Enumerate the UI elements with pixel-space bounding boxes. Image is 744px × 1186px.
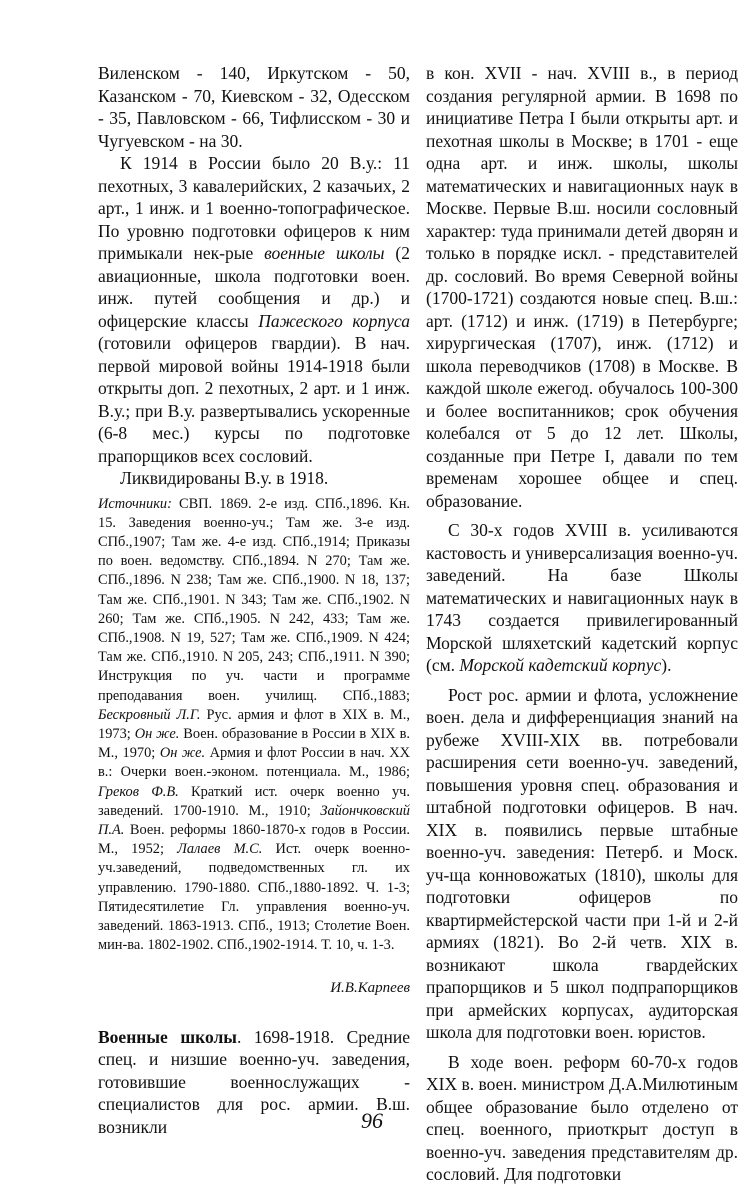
right-column <box>426 62 738 1186</box>
page-number: 96 <box>361 1108 383 1133</box>
paragraph-1914: К 1914 в России было 20 В.у.: 11 пехотных, 3 кавалерийских, 2 казачьих, 2 арт., 1 инж. и 1 военно-топографическое. По уровню подготовки офицеров к ним примыкали нек-рые военные школы (2 авиационные, школа подготовки воен. инж. путей сообщения и др.) и офицерские классы Пажеского корпуса (готовили офицеров гвардии). В нач. первой мировой войны 1914-1918 были открыты доп. 2 пехотных, 2 арт. и 1 инж. В.у.; при В.у. развертывались ускоренные (6-8 мес.) курсы по подготовке прапорщиков всех сословий. <box>98 153 411 466</box>
cross-ref-military-schools: военные школы <box>264 243 385 263</box>
paragraph-liquidation: Ликвидированы В.у. в 1918. <box>120 468 329 488</box>
left-column <box>98 62 410 1138</box>
cross-ref-page-corps: Пажеского корпуса <box>258 310 410 331</box>
sources-list: Источники: СВП. 1869. 2-е изд. СПб.,1896. Кн. 15. Заведения военно-уч.; Там же. 3-е изд. СПб.,1907; Там же. 4-е изд. СПб.,1914; Приказы по воен. ведомству. СПб.,1894. N 270; Там же. СПб.,1896. N 238; Там же. СПб.,1900. N 18, 137; Там же. СПб.,1901. N 343; Там же. СПб.,1902. N 260; Там же. СПб.,1905. N 242, 433; Там же. СПб.,1908. N 19, 527; Там же. СПб.,1909. N 424; Там же. СПб.,1910. N 205, 243; СПб.,1911. N 390; Инструкция по уч. части и программе преподавания воен. училищ. СПб.,1883; Бескровный Л.Г. Рус. армия и флот в XIX в. М., 1973; Он же. Воен. образование в России в XIX в. М., 1970; Он же. Армия и флот России в нач. XX в.: Очерки воен.-эконом. потенциала. М., 1986; Греков Ф.В. Краткий ист. очерк военно уч. заведений. 1700-1910. М., 1910; Зайончковский П.А. Воен. реформы 1860-1870-х годов в России. М., 1952; Лалаев М.С. Ист. очерк военно-уч.заведений, подведомственных гл. их управлению. 1790-1880. СПб.,1880-1892. Ч. 1-3; Пятидесятилетие Гл. управления военно-уч. заведений. 1863-1913. СПб., 1913; Столетие Воен. мин-ва. 1802-1902. СПб.,1902-1914. Т. 10, ч. 1-3. <box>98 495 411 954</box>
paragraph-reforms: В ходе воен. реформ 60-70-х годов XIX в. воен. министром Д.А.Милютиным общее образование было отделено от спец. военного, приоткрыт доступ в военно-уч. заведения представителям др. сословий. Для подготовки <box>426 1051 738 1184</box>
author-signature: И.В.Карпеев <box>330 980 410 997</box>
entry-title: Военные школы <box>98 1026 237 1047</box>
cross-ref-naval-cadet-corps: Морской кадетский корпус <box>459 655 662 675</box>
paragraph-continuation: Виленском - 140, Иркутском - 50, Казанском - 70, Киевском - 32, Одесском - 35, Павловском - 66, Тифлисском - 30 и Чугуевском - на 30. <box>98 63 410 151</box>
paragraph-18th-century: С 30-х годов XVIII в. усиливаются кастовость и универсализация военно-уч. заведений. На базе Школы математических и навигационных наук в 1743 создается привилегированный Морской шляхетский кадетский корпус (см. Морской кадетский корпус). <box>426 520 738 675</box>
paragraph-history: в кон. XVII - нач. XVIII в., в период создания регулярной армии. В 1698 по инициативе Петра I были открыты арт. и пехотная школы в Москве; в 1701 - еще одна арт. и инж. школы, школы математических и навигационных наук в Москве. Первые В.ш. носили сословный характер: туда принимали детей дворян и только в порядке искл. - представителей др. сословий. Во время Северной войны (1700-1721) создаются новые спец. В.ш.: арт. (1712) и инж. (1719) в Петербурге; хирургическая (1707), инж. (1712) и школа переводчиков (1708) в Москве. В каждой школе ежегод. обучалось 100-300 и более воспитанников; срок обучения колебался от 5 до 12 лет. Школы, созданные при Петре I, давали по тем временам хорошее общее и спец. образование. <box>426 63 738 511</box>
sources-label: Источники: <box>98 495 172 512</box>
entry-military-schools: Военные школы. 1698-1918. Средние спец. и низшие военно-уч. заведения, готовившие военнослужащих - специалистов для рос. армии. В.ш. возникли <box>98 1026 410 1137</box>
paragraph-19th-century: Рост рос. армии и флота, усложнение воен. дела и дифференциация знаний на рубеже XVIII-XIX вв. потребовали расширения сети военно-уч. заведений, повышения уровня спец. образования и штабной подготовки офицеров. В нач. XIX в. появились первые штабные военно-уч. заведения: Петерб. и Моск. уч-ща конновожатых (1810), школы для подготовки офицеров по квартирмейстерской части при 1-й и 2-й армиях (1821). Во 2-й четв. XIX в. возникают школа гвардейских прапорщиков и 5 школ подпрапорщиков при армейских корпусах, аудиторская школа для подготовки воен. юристов. <box>426 684 738 1042</box>
